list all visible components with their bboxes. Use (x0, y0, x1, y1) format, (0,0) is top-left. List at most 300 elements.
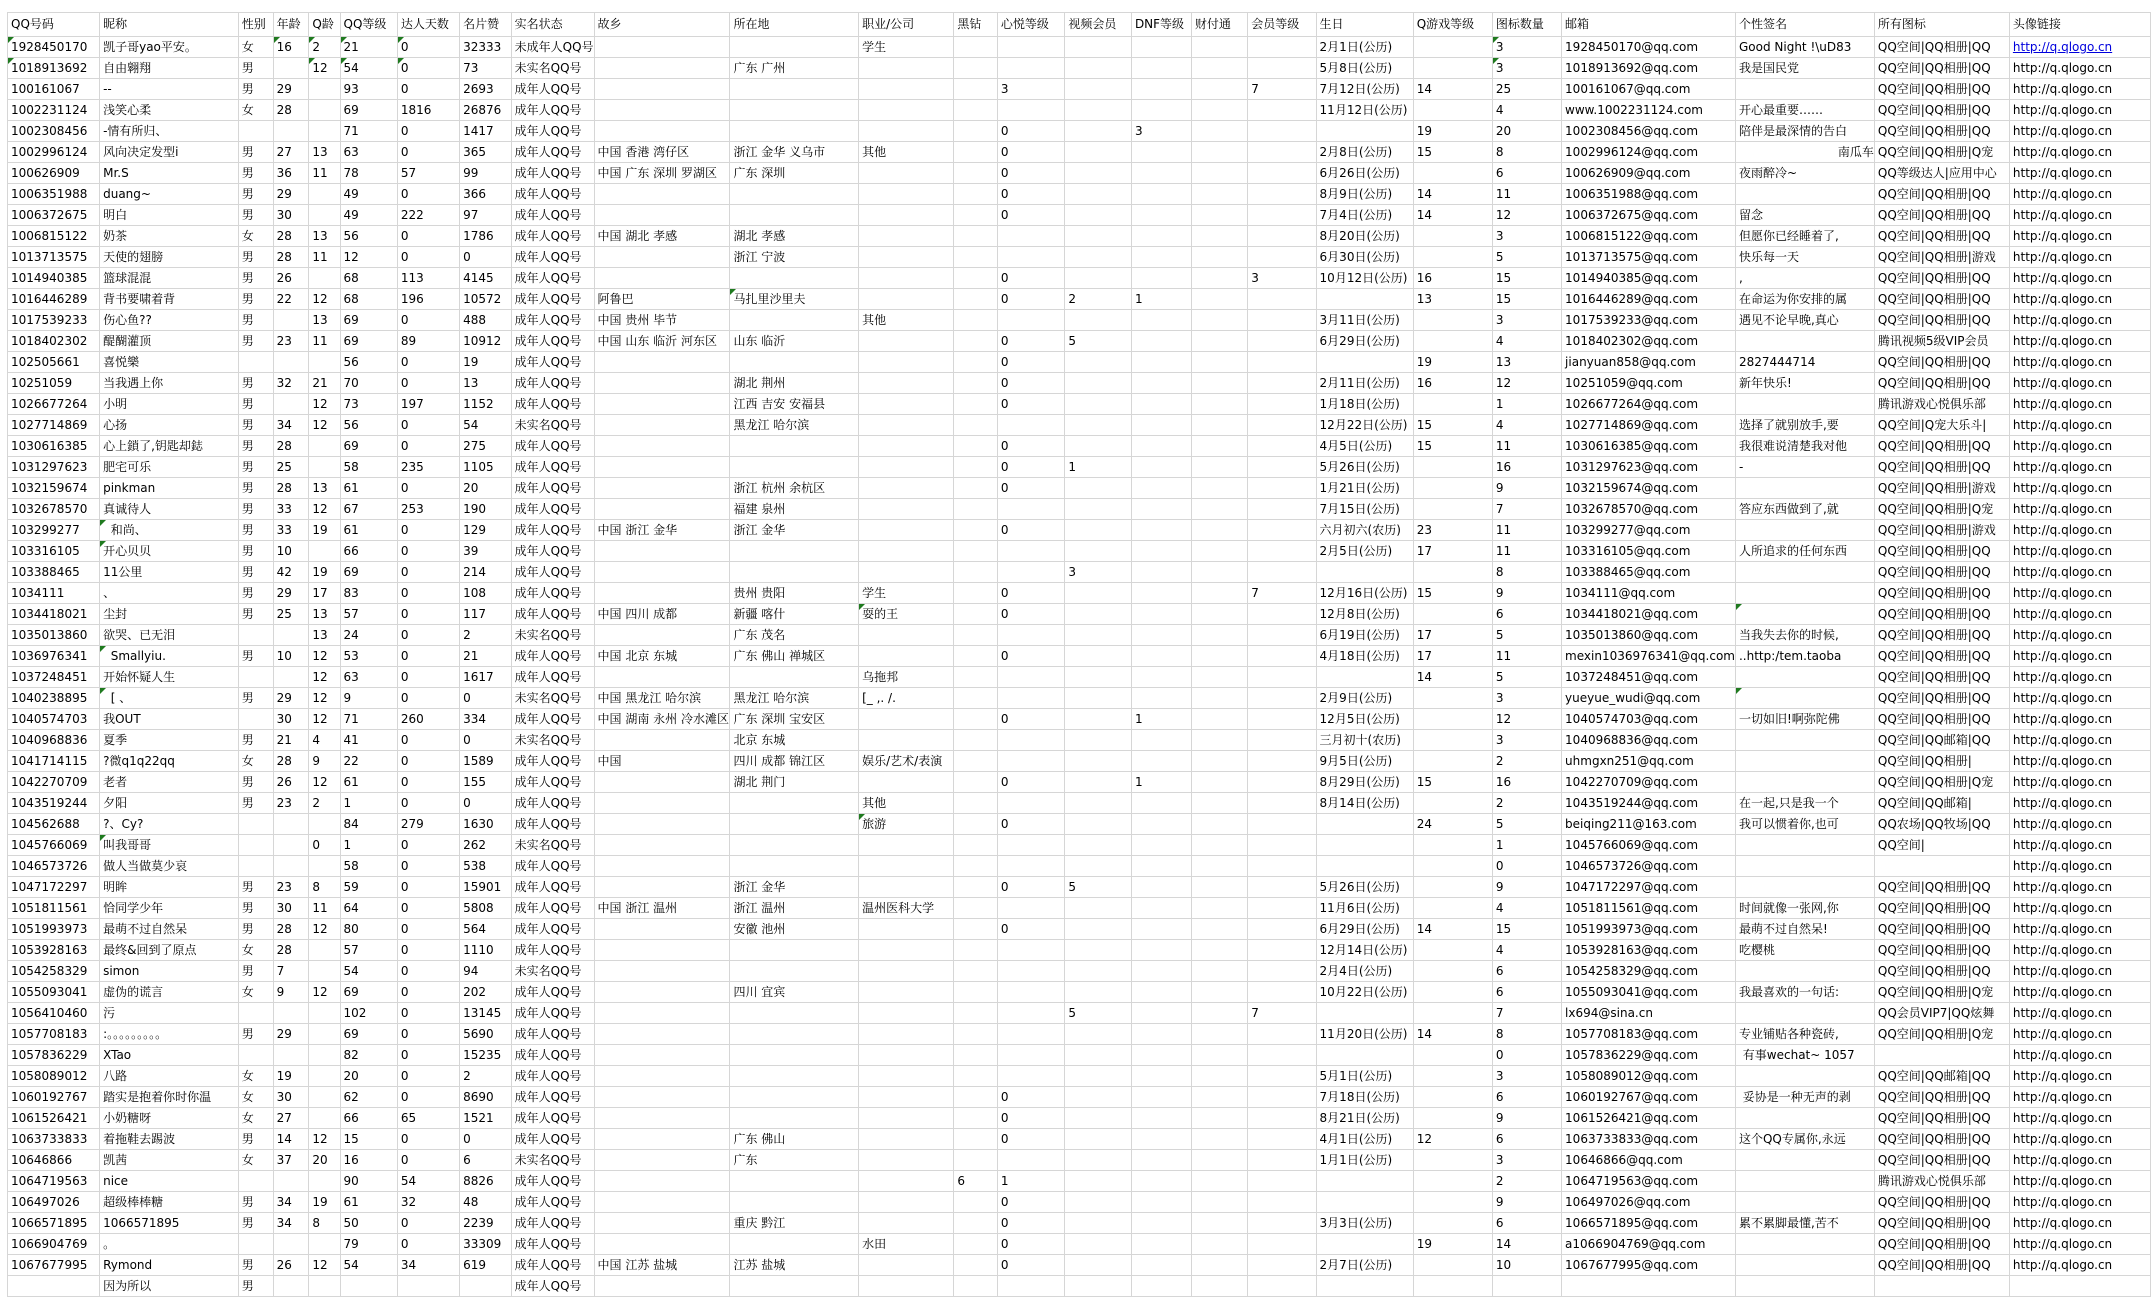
cell-heizuan[interactable] (954, 604, 998, 625)
cell-dnf[interactable] (1131, 394, 1191, 415)
cell-caifutong[interactable] (1191, 625, 1247, 646)
cell-birthday[interactable] (1316, 289, 1413, 310)
cell-qq[interactable]: 1032159674 (8, 478, 100, 499)
cell-age[interactable] (273, 58, 309, 79)
cell-icons[interactable]: 10 (1492, 1255, 1561, 1276)
cell-sex[interactable]: 女 (238, 226, 273, 247)
cell-job[interactable] (859, 982, 954, 1003)
cell-job[interactable]: 乌拖邦 (859, 667, 954, 688)
cell-real[interactable]: 成年人QQ号 (511, 667, 594, 688)
cell-job[interactable]: 其他 (859, 142, 954, 163)
cell-heizuan[interactable] (954, 58, 998, 79)
cell-real[interactable]: 成年人QQ号 (511, 373, 594, 394)
cell-level[interactable]: 70 (340, 373, 397, 394)
cell-vip[interactable] (1248, 163, 1316, 184)
cell-location[interactable] (730, 793, 859, 814)
cell-zan[interactable]: 1630 (460, 814, 511, 835)
cell-age[interactable]: 28 (273, 226, 309, 247)
cell-level[interactable]: 78 (340, 163, 397, 184)
cell-video[interactable] (1065, 1024, 1132, 1045)
cell-zan[interactable]: 619 (460, 1255, 511, 1276)
cell-caifutong[interactable] (1191, 814, 1247, 835)
cell-email[interactable]: 1013713575@qq.com (1562, 247, 1736, 268)
cell-icons[interactable]: 5 (1492, 667, 1561, 688)
cell-avatar[interactable]: http://q.qlogo.cn (2009, 79, 2150, 100)
cell-allicons[interactable]: 腾讯游戏心悦俱乐部 (1874, 1171, 2009, 1192)
cell-sig[interactable] (1735, 1171, 1874, 1192)
cell-xinyue[interactable] (997, 1045, 1065, 1066)
cell-xinyue[interactable]: 0 (997, 919, 1065, 940)
cell-allicons[interactable]: QQ空间|QQ相册|QQ (1874, 457, 2009, 478)
cell-daren[interactable]: 0 (397, 646, 459, 667)
cell-qgame[interactable]: 24 (1413, 814, 1492, 835)
cell-birthday[interactable] (1316, 667, 1413, 688)
cell-real[interactable]: 成年人QQ号 (511, 646, 594, 667)
cell-level[interactable]: 73 (340, 394, 397, 415)
cell-caifutong[interactable] (1191, 751, 1247, 772)
cell-qgame[interactable] (1413, 793, 1492, 814)
cell-allicons[interactable]: QQ空间|QQ相册|QQ (1874, 184, 2009, 205)
cell-real[interactable]: 成年人QQ号 (511, 856, 594, 877)
cell-sex[interactable] (238, 835, 273, 856)
cell-dnf[interactable]: 1 (1131, 709, 1191, 730)
cell-sex[interactable]: 男 (238, 436, 273, 457)
cell-qq[interactable]: 1027714869 (8, 415, 100, 436)
cell-sex[interactable] (238, 625, 273, 646)
cell-sig[interactable] (1735, 331, 1874, 352)
cell-birthday[interactable]: 3月3日(公历) (1316, 1213, 1413, 1234)
cell-qq[interactable]: 1006815122 (8, 226, 100, 247)
cell-icons[interactable]: 6 (1492, 1213, 1561, 1234)
cell-sex[interactable]: 男 (238, 520, 273, 541)
cell-qq[interactable]: 1006351988 (8, 184, 100, 205)
cell-qq[interactable]: 10646866 (8, 1150, 100, 1171)
cell-sex[interactable]: 男 (238, 499, 273, 520)
cell-vip[interactable] (1248, 856, 1316, 877)
cell-sig[interactable] (1735, 1003, 1874, 1024)
cell-qgame[interactable] (1413, 877, 1492, 898)
cell-xinyue[interactable] (997, 226, 1065, 247)
cell-nick[interactable]: 当我遇上你 (100, 373, 239, 394)
cell-age[interactable]: 33 (273, 499, 309, 520)
cell-daren[interactable]: 0 (397, 1045, 459, 1066)
cell-qq[interactable]: 1031297623 (8, 457, 100, 478)
cell-dnf[interactable] (1131, 730, 1191, 751)
cell-daren[interactable]: 1816 (397, 100, 459, 121)
cell-level[interactable]: 59 (340, 877, 397, 898)
cell-qgame[interactable]: 15 (1413, 772, 1492, 793)
cell-birthday[interactable]: 6月29日(公历) (1316, 331, 1413, 352)
cell-email[interactable]: 1016446289@qq.com (1562, 289, 1736, 310)
cell-heizuan[interactable] (954, 205, 998, 226)
cell-sex[interactable]: 男 (238, 247, 273, 268)
cell-qgame[interactable] (1413, 751, 1492, 772)
cell-avatar[interactable]: http://q.qlogo.cn (2009, 772, 2150, 793)
cell-job[interactable]: [_ ,. /. (859, 688, 954, 709)
cell-nick[interactable]: 浅笑心柔 (100, 100, 239, 121)
cell-daren[interactable]: 0 (397, 877, 459, 898)
cell-avatar[interactable]: http://q.qlogo.cn (2009, 646, 2150, 667)
cell-qq[interactable]: 1041714115 (8, 751, 100, 772)
cell-avatar[interactable]: http://q.qlogo.cn (2009, 352, 2150, 373)
cell-avatar[interactable]: http://q.qlogo.cn (2009, 835, 2150, 856)
cell-avatar[interactable]: http://q.qlogo.cn (2009, 373, 2150, 394)
cell-qgame[interactable]: 14 (1413, 1024, 1492, 1045)
cell-real[interactable]: 未实名QQ号 (511, 1150, 594, 1171)
cell-video[interactable] (1065, 1066, 1132, 1087)
cell-dnf[interactable] (1131, 814, 1191, 835)
cell-nick[interactable]: 最萌不过自然呆 (100, 919, 239, 940)
cell-zan[interactable]: 1589 (460, 751, 511, 772)
cell-avatar[interactable]: http://q.qlogo.cn (2009, 688, 2150, 709)
cell-video[interactable] (1065, 247, 1132, 268)
cell-job[interactable] (859, 940, 954, 961)
cell-real[interactable]: 成年人QQ号 (511, 940, 594, 961)
cell-email[interactable]: 1002308456@qq.com (1562, 121, 1736, 142)
cell-xinyue[interactable] (997, 940, 1065, 961)
cell-icons[interactable]: 4 (1492, 898, 1561, 919)
cell-xinyue[interactable] (997, 856, 1065, 877)
cell-qage[interactable]: 19 (309, 1192, 340, 1213)
cell-xinyue[interactable] (997, 688, 1065, 709)
cell-hometown[interactable] (594, 1024, 730, 1045)
col-header-xinyue[interactable]: 心悦等级 (997, 13, 1065, 37)
cell-job[interactable] (859, 625, 954, 646)
cell-sig[interactable] (1735, 877, 1874, 898)
cell-real[interactable]: 成年人QQ号 (511, 1045, 594, 1066)
cell-caifutong[interactable] (1191, 793, 1247, 814)
cell-video[interactable] (1065, 226, 1132, 247)
cell-allicons[interactable]: QQ空间|QQ相册|Q宠 (1874, 772, 2009, 793)
cell-caifutong[interactable] (1191, 604, 1247, 625)
cell-location[interactable]: 四川 成都 锦江区 (730, 751, 859, 772)
cell-birthday[interactable]: 三月初十(农历) (1316, 730, 1413, 751)
cell-dnf[interactable] (1131, 919, 1191, 940)
cell-level[interactable]: 61 (340, 478, 397, 499)
cell-icons[interactable]: 4 (1492, 331, 1561, 352)
cell-location[interactable]: 广东 (730, 1150, 859, 1171)
cell-level[interactable]: 84 (340, 814, 397, 835)
cell-nick[interactable]: 11公里 (100, 562, 239, 583)
cell-qgame[interactable]: 19 (1413, 352, 1492, 373)
cell-zan[interactable]: 6 (460, 1150, 511, 1171)
cell-sig[interactable] (1735, 1255, 1874, 1276)
cell-dnf[interactable] (1131, 898, 1191, 919)
cell-nick[interactable]: 1066571895 (100, 1213, 239, 1234)
cell-zan[interactable]: 19 (460, 352, 511, 373)
cell-allicons[interactable]: 腾讯游戏心悦俱乐部 (1874, 394, 2009, 415)
cell-email[interactable]: 10646866@qq.com (1562, 1150, 1736, 1171)
cell-email[interactable]: 1066571895@qq.com (1562, 1213, 1736, 1234)
cell-xinyue[interactable] (997, 541, 1065, 562)
cell-qq[interactable]: 104562688 (8, 814, 100, 835)
cell-zan[interactable]: 8826 (460, 1171, 511, 1192)
cell-hometown[interactable]: 中国 湖北 孝感 (594, 226, 730, 247)
cell-xinyue[interactable]: 0 (997, 646, 1065, 667)
cell-age[interactable]: 34 (273, 415, 309, 436)
cell-birthday[interactable]: 5月26日(公历) (1316, 457, 1413, 478)
cell-hometown[interactable] (594, 835, 730, 856)
cell-xinyue[interactable]: 0 (997, 289, 1065, 310)
cell-dnf[interactable] (1131, 1150, 1191, 1171)
cell-xinyue[interactable]: 0 (997, 1108, 1065, 1129)
cell-xinyue[interactable] (997, 625, 1065, 646)
cell-qage[interactable]: 13 (309, 604, 340, 625)
cell-hometown[interactable] (594, 1171, 730, 1192)
cell-email[interactable]: 10251059@qq.com (1562, 373, 1736, 394)
cell-daren[interactable]: 0 (397, 1234, 459, 1255)
cell-avatar[interactable]: http://q.qlogo.cn (2009, 520, 2150, 541)
cell-vip[interactable] (1248, 1150, 1316, 1171)
cell-avatar[interactable]: http://q.qlogo.cn (2009, 793, 2150, 814)
cell-caifutong[interactable] (1191, 184, 1247, 205)
cell-location[interactable]: 浙江 金华 (730, 520, 859, 541)
cell-qgame[interactable] (1413, 688, 1492, 709)
cell-qq[interactable]: 1063733833 (8, 1129, 100, 1150)
cell-email[interactable]: 1034111@qq.com (1562, 583, 1736, 604)
cell-email[interactable]: 1030616385@qq.com (1562, 436, 1736, 457)
cell-location[interactable] (730, 1003, 859, 1024)
cell-daren[interactable] (397, 1276, 459, 1297)
cell-avatar[interactable]: http://q.qlogo.cn (2009, 1234, 2150, 1255)
cell-qage[interactable] (309, 814, 340, 835)
cell-dnf[interactable] (1131, 1066, 1191, 1087)
cell-sig[interactable]: 陪伴是最深情的告白 (1735, 121, 1874, 142)
cell-nick[interactable]: 超级棒棒糖 (100, 1192, 239, 1213)
col-header-real[interactable]: 实名状态 (511, 13, 594, 37)
cell-video[interactable]: 3 (1065, 562, 1132, 583)
cell-heizuan[interactable] (954, 1066, 998, 1087)
cell-daren[interactable]: 0 (397, 184, 459, 205)
cell-sig[interactable]: 有事wechat~ 1057 (1735, 1045, 1874, 1066)
cell-xinyue[interactable] (997, 37, 1065, 58)
cell-video[interactable] (1065, 415, 1132, 436)
cell-sig[interactable] (1735, 751, 1874, 772)
cell-zan[interactable]: 5690 (460, 1024, 511, 1045)
cell-vip[interactable]: 7 (1248, 1003, 1316, 1024)
cell-sig[interactable]: - (1735, 457, 1874, 478)
cell-daren[interactable]: 279 (397, 814, 459, 835)
cell-qq[interactable]: 1040238895 (8, 688, 100, 709)
cell-video[interactable] (1065, 499, 1132, 520)
cell-location[interactable] (730, 940, 859, 961)
cell-heizuan[interactable] (954, 226, 998, 247)
cell-qq[interactable]: 1055093041 (8, 982, 100, 1003)
cell-dnf[interactable] (1131, 1045, 1191, 1066)
cell-caifutong[interactable] (1191, 310, 1247, 331)
cell-real[interactable]: 成年人QQ号 (511, 541, 594, 562)
cell-qage[interactable] (309, 100, 340, 121)
cell-vip[interactable] (1248, 1234, 1316, 1255)
cell-dnf[interactable] (1131, 625, 1191, 646)
cell-daren[interactable]: 0 (397, 1066, 459, 1087)
cell-daren[interactable]: 260 (397, 709, 459, 730)
cell-real[interactable]: 成年人QQ号 (511, 142, 594, 163)
cell-qage[interactable]: 12 (309, 58, 340, 79)
cell-job[interactable] (859, 1171, 954, 1192)
cell-location[interactable] (730, 1087, 859, 1108)
cell-level[interactable]: 22 (340, 751, 397, 772)
cell-level[interactable]: 69 (340, 100, 397, 121)
cell-nick[interactable]: 凯子哥yao平安。 (100, 37, 239, 58)
cell-job[interactable] (859, 1255, 954, 1276)
cell-qgame[interactable]: 14 (1413, 205, 1492, 226)
cell-video[interactable] (1065, 1045, 1132, 1066)
cell-sex[interactable]: 女 (238, 940, 273, 961)
cell-level[interactable]: 56 (340, 415, 397, 436)
cell-age[interactable]: 28 (273, 940, 309, 961)
cell-birthday[interactable]: 11月6日(公历) (1316, 898, 1413, 919)
cell-allicons[interactable]: QQ空间|QQ相册|QQ (1874, 877, 2009, 898)
cell-vip[interactable] (1248, 478, 1316, 499)
cell-job[interactable] (859, 541, 954, 562)
cell-xinyue[interactable]: 0 (997, 457, 1065, 478)
cell-heizuan[interactable] (954, 1024, 998, 1045)
cell-birthday[interactable]: 9月5日(公历) (1316, 751, 1413, 772)
cell-qgame[interactable] (1413, 940, 1492, 961)
cell-icons[interactable]: 16 (1492, 457, 1561, 478)
cell-qage[interactable]: 13 (309, 310, 340, 331)
cell-avatar[interactable]: http://q.qlogo.cn (2009, 541, 2150, 562)
cell-sex[interactable] (238, 814, 273, 835)
cell-daren[interactable]: 0 (397, 583, 459, 604)
cell-nick[interactable]: XTao (100, 1045, 239, 1066)
cell-age[interactable]: 28 (273, 100, 309, 121)
cell-sex[interactable]: 男 (238, 394, 273, 415)
cell-nick[interactable]: simon (100, 961, 239, 982)
cell-qgame[interactable]: 19 (1413, 1234, 1492, 1255)
cell-icons[interactable]: 6 (1492, 604, 1561, 625)
cell-job[interactable]: 学生 (859, 583, 954, 604)
cell-dnf[interactable] (1131, 1213, 1191, 1234)
cell-avatar[interactable]: http://q.qlogo.cn (2009, 247, 2150, 268)
cell-real[interactable]: 成年人QQ号 (511, 1066, 594, 1087)
cell-heizuan[interactable] (954, 730, 998, 751)
cell-qgame[interactable] (1413, 1087, 1492, 1108)
cell-job[interactable]: 其他 (859, 793, 954, 814)
cell-zan[interactable]: 1417 (460, 121, 511, 142)
cell-allicons[interactable]: QQ空间|QQ相册|QQ (1874, 1108, 2009, 1129)
cell-vip[interactable] (1248, 499, 1316, 520)
cell-dnf[interactable] (1131, 310, 1191, 331)
cell-qq[interactable]: 1054258329 (8, 961, 100, 982)
cell-hometown[interactable] (594, 772, 730, 793)
cell-birthday[interactable]: 1月21日(公历) (1316, 478, 1413, 499)
cell-video[interactable] (1065, 478, 1132, 499)
cell-icons[interactable]: 11 (1492, 520, 1561, 541)
cell-hometown[interactable] (594, 1213, 730, 1234)
cell-sex[interactable]: 男 (238, 184, 273, 205)
cell-sex[interactable]: 男 (238, 79, 273, 100)
cell-level[interactable]: 16 (340, 1150, 397, 1171)
cell-hometown[interactable] (594, 373, 730, 394)
cell-level[interactable]: 102 (340, 1003, 397, 1024)
cell-avatar[interactable]: http://q.qlogo.cn (2009, 205, 2150, 226)
cell-sig[interactable] (1735, 835, 1874, 856)
cell-vip[interactable] (1248, 793, 1316, 814)
cell-video[interactable] (1065, 730, 1132, 751)
cell-dnf[interactable] (1131, 436, 1191, 457)
cell-video[interactable] (1065, 352, 1132, 373)
cell-nick[interactable]: 伤心鱼?? (100, 310, 239, 331)
cell-zan[interactable]: 190 (460, 499, 511, 520)
cell-job[interactable] (859, 1108, 954, 1129)
cell-heizuan[interactable] (954, 688, 998, 709)
cell-hometown[interactable]: 中国 江苏 盐城 (594, 1255, 730, 1276)
cell-caifutong[interactable] (1191, 772, 1247, 793)
cell-email[interactable]: 1051993973@qq.com (1562, 919, 1736, 940)
cell-hometown[interactable]: 中国 香港 湾仔区 (594, 142, 730, 163)
cell-avatar[interactable]: http://q.qlogo.cn (2009, 268, 2150, 289)
cell-vip[interactable] (1248, 1129, 1316, 1150)
cell-job[interactable] (859, 562, 954, 583)
cell-qq[interactable]: 1017539233 (8, 310, 100, 331)
cell-allicons[interactable]: QQ空间|QQ相册|Q宠 (1874, 1024, 2009, 1045)
cell-dnf[interactable] (1131, 856, 1191, 877)
cell-real[interactable]: 成年人QQ号 (511, 499, 594, 520)
cell-qgame[interactable]: 15 (1413, 436, 1492, 457)
cell-daren[interactable]: 34 (397, 1255, 459, 1276)
cell-vip[interactable] (1248, 394, 1316, 415)
cell-qgame[interactable]: 14 (1413, 79, 1492, 100)
cell-sex[interactable] (238, 1171, 273, 1192)
cell-nick[interactable]: 恰同学少年 (100, 898, 239, 919)
cell-caifutong[interactable] (1191, 1066, 1247, 1087)
cell-xinyue[interactable] (997, 982, 1065, 1003)
cell-xinyue[interactable] (997, 58, 1065, 79)
cell-allicons[interactable]: QQ空间|QQ相册|QQ (1874, 709, 2009, 730)
cell-level[interactable]: 15 (340, 1129, 397, 1150)
cell-job[interactable]: 温州医科大学 (859, 898, 954, 919)
cell-video[interactable] (1065, 121, 1132, 142)
cell-qgame[interactable]: 17 (1413, 541, 1492, 562)
cell-qage[interactable]: 12 (309, 646, 340, 667)
cell-job[interactable] (859, 1045, 954, 1066)
cell-caifutong[interactable] (1191, 415, 1247, 436)
cell-avatar[interactable]: http://q.qlogo.cn (2009, 457, 2150, 478)
cell-real[interactable]: 成年人QQ号 (511, 898, 594, 919)
cell-nick[interactable]: 夏季 (100, 730, 239, 751)
cell-location[interactable] (730, 79, 859, 100)
cell-nick[interactable]: 虚伪的谎言 (100, 982, 239, 1003)
cell-qq[interactable]: 1036976341 (8, 646, 100, 667)
cell-zan[interactable]: 334 (460, 709, 511, 730)
cell-location[interactable]: 北京 东城 (730, 730, 859, 751)
cell-vip[interactable] (1248, 1045, 1316, 1066)
cell-nick[interactable]: 真诚待人 (100, 499, 239, 520)
cell-vip[interactable] (1248, 37, 1316, 58)
cell-nick[interactable]: 风向决定发型i (100, 142, 239, 163)
cell-qq[interactable]: 1042270709 (8, 772, 100, 793)
cell-allicons[interactable]: QQ空间|QQ相册|QQ (1874, 1213, 2009, 1234)
cell-qq[interactable]: 1043519244 (8, 793, 100, 814)
cell-job[interactable] (859, 415, 954, 436)
cell-qq[interactable]: 1034111 (8, 583, 100, 604)
cell-vip[interactable] (1248, 100, 1316, 121)
cell-allicons[interactable]: QQ等级达人|应用中心 (1874, 163, 2009, 184)
cell-zan[interactable]: 54 (460, 415, 511, 436)
cell-avatar[interactable] (2009, 37, 2150, 58)
cell-dnf[interactable] (1131, 226, 1191, 247)
cell-level[interactable] (340, 1276, 397, 1297)
cell-xinyue[interactable]: 0 (997, 1213, 1065, 1234)
cell-qgame[interactable] (1413, 499, 1492, 520)
cell-caifutong[interactable] (1191, 835, 1247, 856)
cell-zan[interactable]: 13145 (460, 1003, 511, 1024)
cell-qgame[interactable] (1413, 562, 1492, 583)
cell-qq[interactable]: 106497026 (8, 1192, 100, 1213)
cell-real[interactable]: 未实名QQ号 (511, 415, 594, 436)
